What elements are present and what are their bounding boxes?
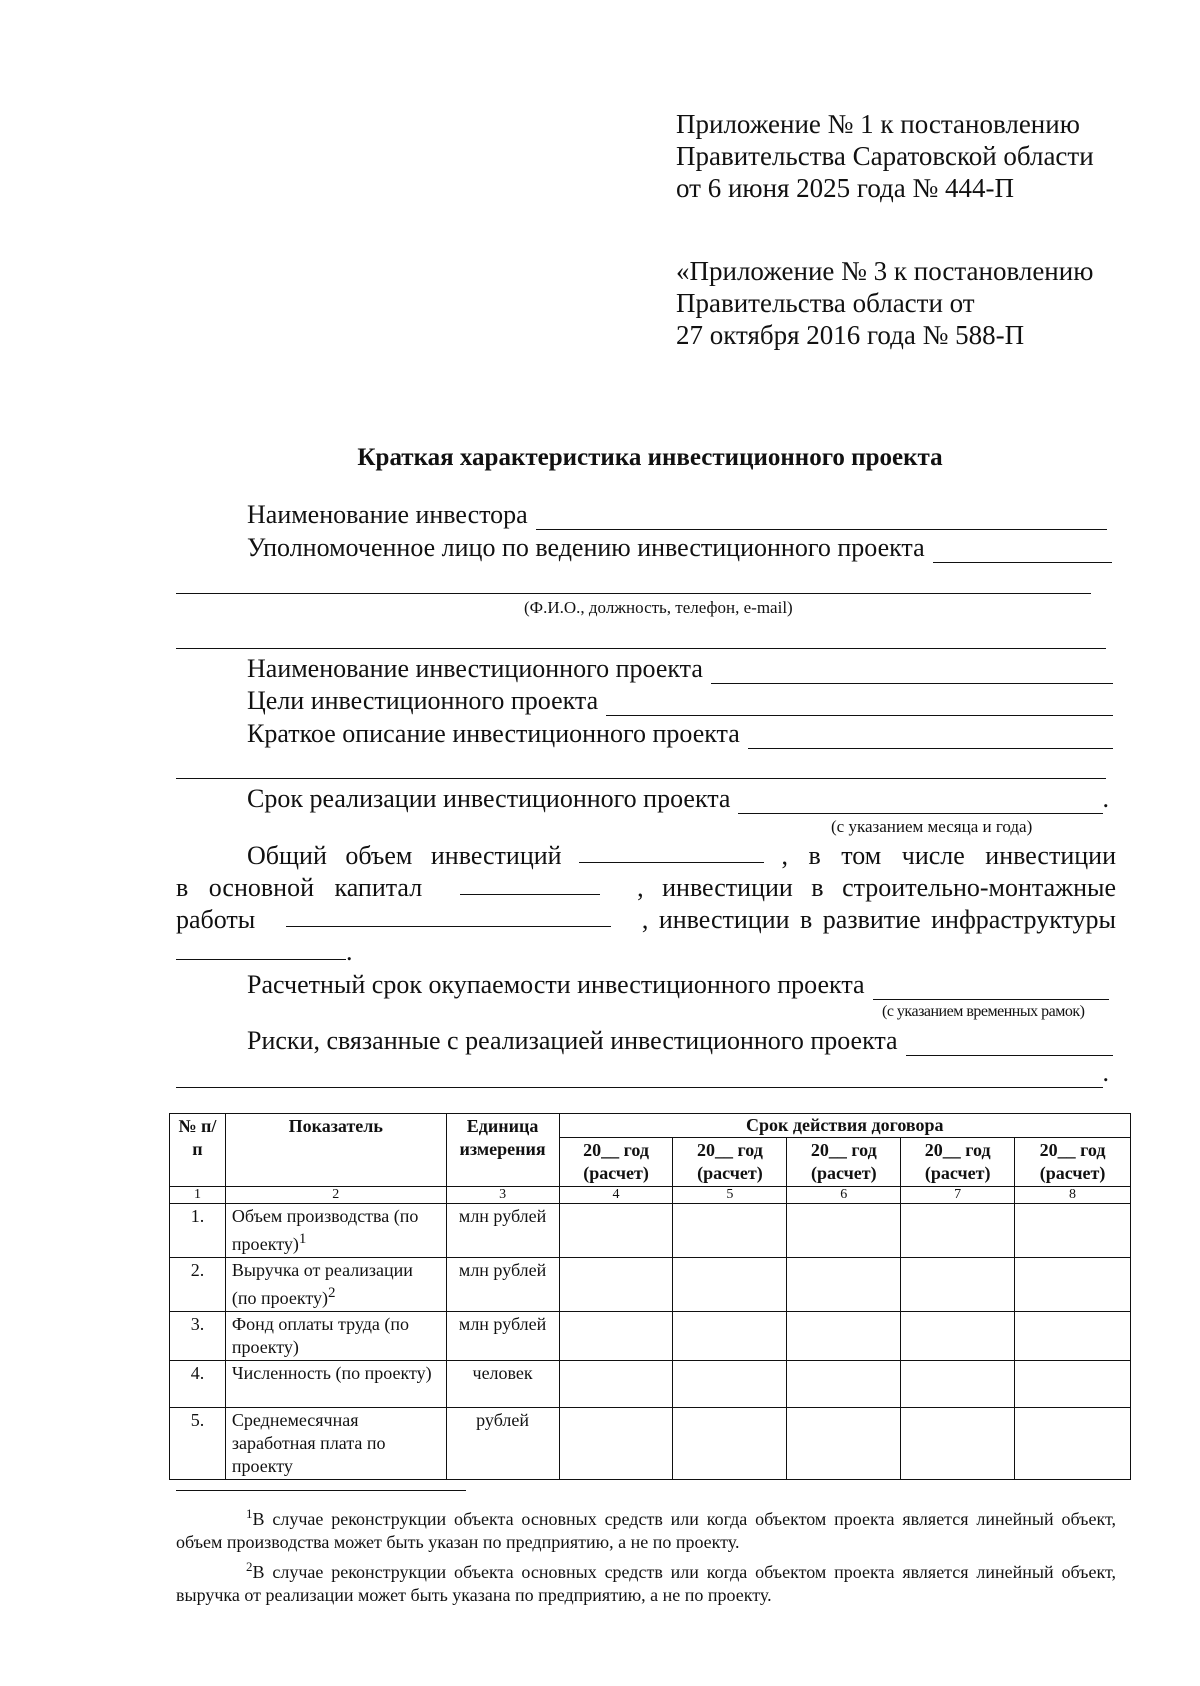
risks-continuation: . [176,1058,1109,1088]
project-goals-label: Цели инвестиционного проекта [247,686,599,715]
column-number-row [170,1187,1131,1204]
project-description-rule[interactable] [176,778,1106,779]
investor-name-field [247,500,1107,530]
appendix-1-line: Правительства Саратовской области [676,141,1094,171]
header-year: 20__ год (расчет) [673,1138,787,1187]
footnote-ref[interactable]: 2 [328,1285,336,1301]
authorized-person-rule-2[interactable] [176,648,1106,649]
value-cell[interactable] [559,1204,673,1258]
investor-name-label: Наименование инвестора [247,500,528,529]
footnote-2 [176,1555,1116,1607]
value-cell[interactable] [787,1361,901,1408]
header-year: 20__ год (расчет) [787,1138,901,1187]
invest-total-blank[interactable] [579,840,764,863]
value-cell[interactable] [559,1361,673,1408]
invest-construction-label: , инвестиции в строительно-монтажные [637,873,1116,902]
value-cell[interactable] [787,1312,901,1361]
value-cell[interactable] [559,1312,673,1361]
header-num: № п/п [170,1114,226,1187]
invest-construction-blank[interactable] [286,904,611,927]
column-number: 8 [1015,1187,1131,1204]
document-title: Краткая характеристика инвестиционного проекта [357,444,943,471]
project-goals-field [247,686,1113,716]
value-cell[interactable] [559,1408,673,1480]
value-cell[interactable] [673,1312,787,1361]
footnote-ref[interactable]: 1 [298,1231,307,1247]
payback-label: Расчетный срок окупаемости инвестиционного проекта [247,970,865,999]
row-number: 4. [170,1361,226,1408]
payback-field [247,970,1109,1000]
investments-line-4: . [176,936,1116,968]
row-number: 5. [170,1408,226,1480]
invest-works-label: работы [176,905,256,934]
invest-fixed-blank[interactable] [460,872,600,895]
value-cell[interactable] [673,1258,787,1312]
risks-label: Риски, связанные с реализацией инвестиционного проекта [247,1026,898,1055]
table-row [170,1204,1131,1258]
term-note: (с указанием месяца и года) [831,817,1033,836]
appendix-1-line: от 6 июня 2025 года № 444-П [676,173,1015,203]
table-row [170,1312,1131,1361]
appendix-3-line: 27 октября 2016 года № 588-П [676,320,1025,350]
row-unit: человек [446,1361,559,1408]
project-description-field [247,719,1113,749]
header-year: 20__ год (расчет) [1015,1138,1131,1187]
column-number: 1 [170,1187,226,1204]
authorized-person-label: Уполномоченное лицо по ведению инвестиционного проекта [247,533,925,562]
project-name-field [247,654,1113,684]
row-indicator: Численность (по проекту) [225,1361,446,1408]
risks-blank[interactable] [906,1033,1113,1056]
project-name-blank[interactable] [711,661,1113,684]
value-cell[interactable] [559,1258,673,1312]
invest-infrastructure-label: , инвестиции в развитие инфраструктуры [641,905,1116,934]
term-field: Срок реализации инвестиционного проекта . [247,784,1109,813]
value-cell[interactable] [1015,1408,1131,1480]
row-unit: млн рублей [446,1258,559,1312]
row-indicator: Выручка от реализации (по проекту)$^2$ [225,1258,446,1312]
row-unit: млн рублей [446,1312,559,1361]
value-cell[interactable] [901,1361,1015,1408]
header-year: 20__ год (расчет) [559,1138,673,1187]
table-row [170,1408,1131,1480]
header-year: 20__ год (расчет) [901,1138,1015,1187]
row-number: 3. [170,1312,226,1361]
footnote-mark: 1 [246,1506,253,1521]
row-number: 2. [170,1258,226,1312]
footnote-1 [176,1502,1116,1554]
appendix-3-block [676,255,1093,351]
row-unit: рублей [446,1408,559,1480]
column-number: 3 [446,1187,559,1204]
value-cell[interactable] [673,1204,787,1258]
value-cell[interactable] [1015,1312,1131,1361]
investments-line-1 [176,840,1116,872]
value-cell[interactable] [673,1408,787,1480]
value-cell[interactable] [901,1204,1015,1258]
row-unit: млн рублей [446,1204,559,1258]
authorized-person-blank[interactable] [933,540,1112,563]
project-description-blank[interactable] [748,726,1113,749]
table-row [170,1258,1131,1312]
header-indicator: Показатель [225,1114,446,1187]
appendix-1-block [676,108,1094,204]
authorized-person-rule[interactable] [176,593,1091,594]
header-unit: Единица измерения [446,1114,559,1187]
row-number: 1. [170,1204,226,1258]
invest-total-label: Общий объем инвестиций [247,841,562,870]
project-name-label: Наименование инвестиционного проекта [247,654,703,683]
column-number: 2 [225,1187,446,1204]
footnote-text: В случае реконструкции объекта основных средств или когда объектом проекта является линейный объект, выручка от реализации может быть указана по предприятию, а не по проекту. [176,1562,1116,1605]
payback-note: (с указанием временных рамок) [882,1003,1085,1020]
investor-name-blank[interactable] [536,507,1107,530]
risks-blank-2[interactable] [176,1065,1103,1088]
footnote-mark: 2 [246,1559,253,1574]
term-blank[interactable] [738,791,1102,814]
footnote-separator [176,1490,466,1491]
column-number: 5 [673,1187,787,1204]
project-goals-blank[interactable] [606,693,1113,716]
value-cell[interactable] [1015,1204,1131,1258]
value-cell[interactable] [901,1258,1015,1312]
appendix-3-line: Правительства области от [676,288,975,318]
row-indicator: Объем производства (по проекту)$^1$ [225,1204,446,1258]
invest-infrastructure-blank[interactable] [176,937,346,960]
value-cell[interactable] [1015,1258,1131,1312]
indicators-table [169,1113,1131,1480]
authorized-person-field [247,533,1112,563]
header-term: Срок действия договора [559,1114,1130,1138]
table-header-row [170,1114,1131,1138]
invest-including-label: , в том числе инвестиции [781,841,1116,870]
investments-line-3 [176,904,1116,936]
value-cell[interactable] [901,1312,1015,1361]
value-cell[interactable] [901,1408,1015,1480]
row-indicator: Фонд оплаты труда (по проекту) [225,1312,446,1361]
footnote-text: В случае реконструкции объекта основных средств или когда объектом проекта является линейный объект, объем производства может быть указан по предприятию, а не по проекту. [176,1509,1116,1552]
risks-field [247,1026,1113,1056]
project-description-label: Краткое описание инвестиционного проекта [247,719,740,748]
appendix-3-line: «Приложение № 3 к постановлению [676,256,1094,286]
value-cell[interactable] [1015,1361,1131,1408]
invest-fixed-label: в основной капитал [176,873,423,902]
value-cell[interactable] [673,1361,787,1408]
column-number: 7 [901,1187,1015,1204]
value-cell[interactable] [787,1408,901,1480]
authorized-person-note: (Ф.И.О., должность, телефон, e-mail) [524,598,793,617]
column-number: 4 [559,1187,673,1204]
column-number: 6 [787,1187,901,1204]
table-row [170,1361,1131,1408]
row-indicator: Среднемесячная заработная плата по проекту [225,1408,446,1480]
investments-paragraph [176,840,1116,968]
payback-blank[interactable] [873,977,1109,1000]
value-cell[interactable] [787,1258,901,1312]
term-label: Срок реализации инвестиционного проекта [247,784,731,813]
appendix-1-line: Приложение № 1 к постановлению [676,109,1080,139]
investments-line-2 [176,872,1116,904]
value-cell[interactable] [787,1204,901,1258]
